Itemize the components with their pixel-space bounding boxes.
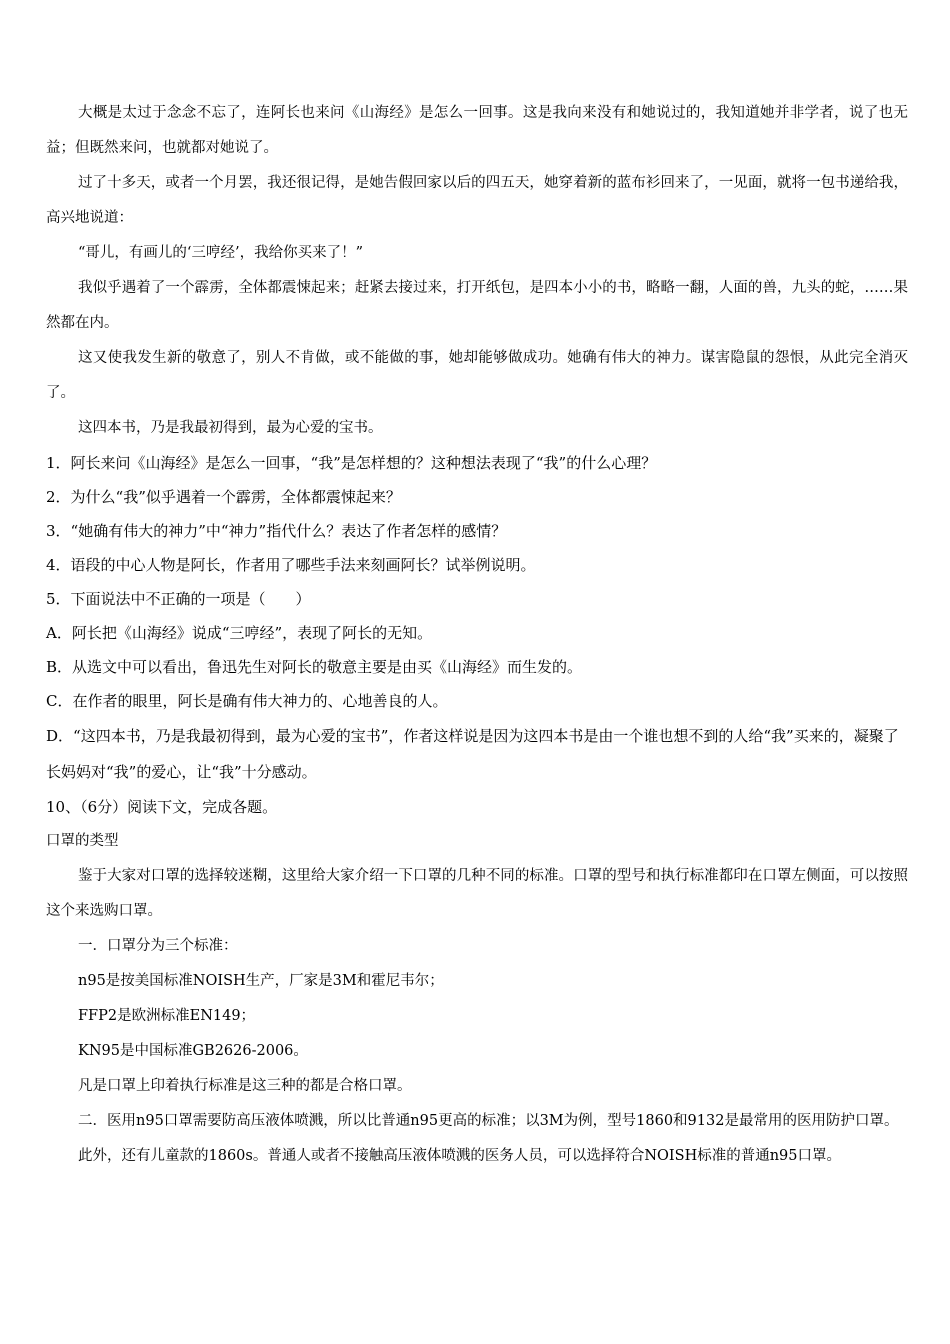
question-4: 4．语段的中心人物是阿长，作者用了哪些手法来刻画阿长？试举例说明。 [46, 556, 536, 574]
standard-kn95: KN95是中国标准GB2626-2006。 [78, 1043, 308, 1059]
article-extra: 此外，还有儿童款的1860s。普通人或者不接触高压液体喷溅的医务人员，可以选择符合NOISH标准的普通n95口罩。 [78, 1148, 842, 1164]
article-point-2: 二．医用n95口罩需要防高压液体喷溅，所以比普通n95更高的标准；以3M为例，型号1860和9132是最常用的医用防护口罩。 [78, 1113, 899, 1129]
question-1: 1．阿长来问《山海经》是怎么一回事，“我”是怎样想的？这种想法表现了“我”的什么心理？ [46, 454, 657, 472]
option-b: B．从选文中可以看出，鲁迅先生对阿长的敬意主要是由买《山海经》而生发的。 [46, 658, 583, 676]
passage-paragraph-5: 这又使我发生新的敬意了，别人不肯做，或不能做的事，她却能够做成功。她确有伟大的神力。谋害隐鼠的怨恨，从此完全消灭了。 [46, 350, 908, 401]
passage-paragraph-2: 过了十多天，或者一个月罢，我还很记得，是她告假回家以后的四五天，她穿着新的蓝布衫回来了，一见面，就将一包书递给我，高兴地说道： [46, 175, 908, 226]
option-d: D．“这四本书，乃是我最初得到，最为心爱的宝书”，作者这样说是因为这四本书是由一个谁也想不到的人给“我”买来的，凝聚了长妈妈对“我”的爱心，让“我”十分感动。 [46, 727, 899, 781]
passage-paragraph-3: “哥儿，有画儿的‘三哼经’，我给你买来了！” [78, 245, 364, 261]
article-point-1: 一．口罩分为三个标准： [78, 938, 238, 954]
option-c: C．在作者的眼里，阿长是确有伟大神力的、心地善良的人。 [46, 692, 448, 710]
passage-paragraph-1: 大概是太过于念念不忘了，连阿长也来问《山海经》是怎么一回事。这是我向来没有和她说过的，我知道她并非学者，说了也无益；但既然来问，也就都对她说了。 [46, 105, 908, 156]
section-10-heading: 10、（6分）阅读下文，完成各题。 [46, 798, 278, 816]
question-5: 5．下面说法中不正确的一项是（ ） [46, 590, 311, 608]
document-page [46, 96, 908, 1174]
passage-paragraph-6: 这四本书，乃是我最初得到，最为心爱的宝书。 [78, 420, 383, 436]
question-3: 3．“她确有伟大的神力”中“神力”指代什么？表达了作者怎样的感情？ [46, 522, 507, 540]
standard-ffp2: FFP2是欧洲标准EN149； [78, 1008, 256, 1024]
option-a: A．阿长把《山海经》说成“三哼经”，表现了阿长的无知。 [46, 624, 433, 642]
standard-note: 凡是口罩上印着执行标准是这三种的都是合格口罩。 [78, 1078, 412, 1094]
question-2: 2．为什么“我”似乎遇着一个霹雳，全体都震悚起来？ [46, 488, 401, 506]
article-intro: 鉴于大家对口罩的选择较迷糊，这里给大家介绍一下口罩的几种不同的标准。口罩的型号和执行标准都印在口罩左侧面，可以按照这个来选购口罩。 [46, 868, 908, 919]
article-title: 口罩的类型 [46, 833, 119, 849]
passage-paragraph-4: 我似乎遇着了一个霹雳，全体都震悚起来；赶紧去接过来，打开纸包，是四本小小的书，略略一翻，人面的兽，九头的蛇，……果然都在内。 [46, 280, 908, 331]
standard-n95: n95是按美国标准NOISH生产，厂家是3M和霍尼韦尔； [78, 973, 444, 989]
